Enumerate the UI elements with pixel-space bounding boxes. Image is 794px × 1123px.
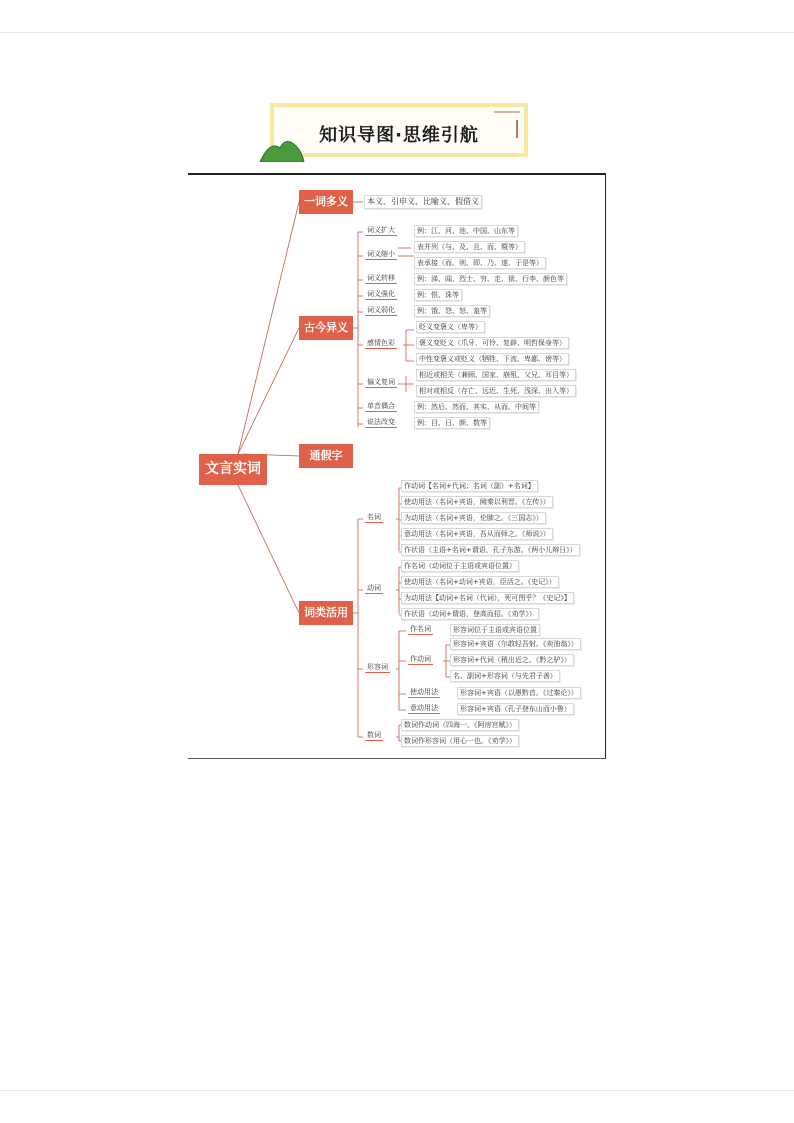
branch-gujin-yiyi: 古今异义 <box>299 316 353 340</box>
branch-cilei-huoyong: 词类活用 <box>299 601 353 625</box>
shuci-item: 数词作形容词（用心一也。《劝学》） <box>401 735 519 747</box>
label-xingrongci: 形容词 <box>367 663 388 671</box>
mingci-item: 意动用法（名词+宾语，吾从而师之。《师说》） <box>401 528 553 540</box>
label-xing-zuomingci: 作名词 <box>410 625 431 633</box>
label-xing-yidong: 意动用法 <box>410 704 438 712</box>
section-banner <box>270 103 528 157</box>
xing-yidong-value: 形容词+宾语（孔子登东山而小鲁） <box>457 703 574 715</box>
suoxiao-item: 表承接（而、则、即、乃、遂、于是等） <box>414 257 546 269</box>
xing-zuomingci-value: 形容词位于主语或宾语位置 <box>450 624 540 636</box>
label-shuofa: 说法改变 <box>367 418 395 426</box>
label-ganqing: 感情色彩 <box>367 339 395 347</box>
example-qianghua: 例：恨、诛等 <box>414 289 462 301</box>
branch-yici-duoyi: 一词多义 <box>299 190 353 214</box>
pianyi-item: 相近或相关（兼顾、国家、崩殂、父兄、耳目等） <box>416 369 576 381</box>
label-shuci: 数词 <box>367 731 381 739</box>
example-shuofa: 例：目、日、颜、数等 <box>414 417 490 429</box>
label-suoxiao: 词义缩小 <box>367 250 395 258</box>
xing-shidong-value: 形容词+宾语（以愚黔首。《过秦论》） <box>457 687 581 699</box>
yici-content: 本义、引申义、比喻义、假借义 <box>364 195 482 209</box>
page-top-rule <box>0 32 794 33</box>
banner-accent-bar <box>516 120 518 138</box>
root-node: 文言实词 <box>199 454 267 485</box>
hills-icon <box>258 136 306 162</box>
label-ruohua: 词义弱化 <box>367 306 395 314</box>
example-kuoda: 例：江、河、池、中国、山东等 <box>414 225 518 237</box>
branch-tongjiazi: 通假字 <box>299 444 353 468</box>
banner-accent-line <box>494 111 520 113</box>
label-xing-zuodongci: 作动词 <box>410 655 431 663</box>
label-qianghua: 词义强化 <box>367 290 395 298</box>
dongci-item: 为动用法【动词+名词（代词），死可图乎？《史记》】 <box>401 592 574 604</box>
banner-title: 知识导图·思维引航 <box>319 125 479 146</box>
label-pianyi: 偏义复词 <box>367 378 395 386</box>
xing-zuodongci-item: 形容词+宾语（尔敢轻吾射。《卖油翁》） <box>450 638 581 650</box>
example-ruohua: 例：饿、怨、怒、羞等 <box>414 305 490 317</box>
mingci-item: 作状语（主语+名词+谓语，孔子东游。《两小儿辩日》） <box>401 544 580 556</box>
label-danyin: 单音偶合 <box>367 402 395 410</box>
label-kuoda: 词义扩大 <box>367 226 395 234</box>
label-zhuanyi: 词义转移 <box>367 274 395 282</box>
mingci-item: 使动用法（名词+宾语，阙秦以利晋。《左传》） <box>401 496 553 508</box>
ganqing-item: 中性变褒义或贬义（牺牲、下流、卑鄙、谤等） <box>416 353 569 365</box>
suoxiao-item: 表并列（与、及、且、而、暨等） <box>414 241 525 253</box>
dongci-item: 使动用法（名词+动词+宾语，臣活之。《史记》） <box>401 576 559 588</box>
label-mingci: 名词 <box>367 513 381 521</box>
label-dongci: 动词 <box>367 584 381 592</box>
example-danyin: 例：然后、然而、其实、从而、中间等 <box>414 401 539 413</box>
xing-zuodongci-item: 名、副词+形容词（与先君子善） <box>450 670 560 682</box>
shuci-item: 数词作动词（四海一。《阿房宫赋》） <box>401 719 519 731</box>
page-bottom-rule <box>0 1090 794 1091</box>
dongci-item: 作状语（动词+谓语，登高而招。《劝学》） <box>401 608 539 620</box>
mind-map <box>188 173 606 759</box>
xing-zuodongci-item: 形容词+代词（稍出近之。《黔之驴》） <box>450 654 574 666</box>
mingci-item: 作动词【名词+代词；名词（副）+名词】 <box>401 480 538 492</box>
dongci-item: 作名词（动词位于主语或宾语位置） <box>401 560 519 572</box>
ganqing-item: 褒义变贬义（爪牙、可怜、复辟、明哲保身等） <box>416 337 569 349</box>
label-xing-shidong: 使动用法 <box>410 688 438 696</box>
ganqing-item: 贬义变褒义（卑等） <box>416 321 485 333</box>
pianyi-item: 相对或相反（存亡、远近、生死、浅深、出入等） <box>416 385 576 397</box>
example-zhuanyi: 例：涕、闻、烈士、穷、走、狱、行李、颜色等 <box>414 273 567 285</box>
mingci-item: 为动用法（名词+宾语，伦肺之。《三国志》） <box>401 512 546 524</box>
